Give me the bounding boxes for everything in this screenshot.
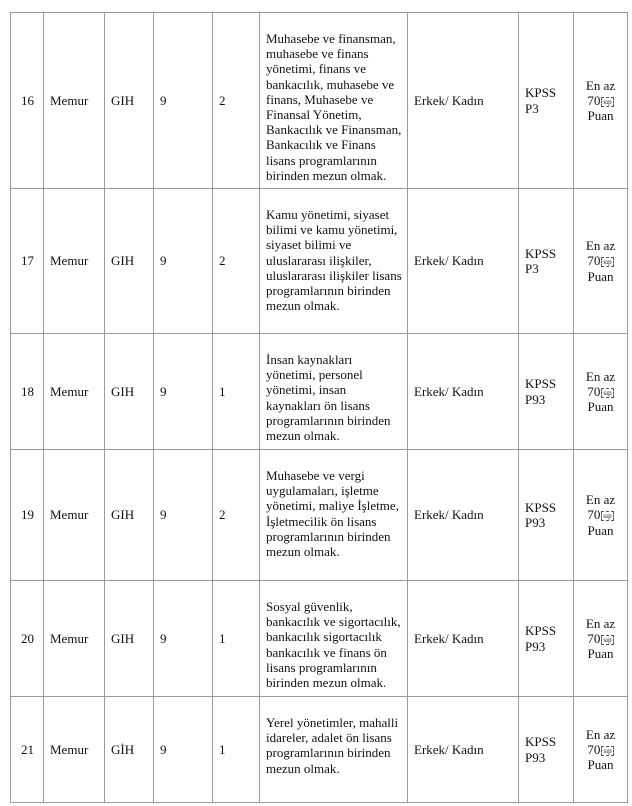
gender: Erkek/ Kadın — [408, 581, 519, 697]
position-title: Memur — [44, 581, 105, 697]
score-suffix: Puan — [587, 268, 614, 284]
grade: 9 — [154, 189, 213, 334]
score-prefix: En az — [585, 726, 616, 742]
positions-table — [10, 12, 628, 803]
score-value: 70 — [587, 630, 601, 646]
exam-type: KPSS P93 — [519, 697, 574, 803]
table-row — [11, 189, 628, 334]
education-requirement-text: Muhasebe ve finansman, muhasebe ve finans yönetimi, finans ve bankacılık, muhasebe ve finans, Muhasebe ve Finansal Yönetim, Bankacılık ve Finansman, Bankacılık ve Finans lisans programlarının birinden mezun olmak. — [266, 31, 402, 183]
score-value: 70 — [587, 92, 601, 108]
exam-type: KPSS P3 — [519, 189, 574, 334]
row-number: 16 — [11, 13, 44, 189]
minimum-score — [574, 13, 628, 189]
score-mark: sıp — [603, 635, 612, 644]
gender: Erkek/ Kadın — [408, 334, 519, 450]
education-requirement — [260, 334, 408, 450]
education-requirement-text: Yerel yönetimler, mahalli idareler, adalet ön lisans programlarının birinden mezun olmak. — [266, 715, 399, 776]
row-number: 19 — [11, 450, 44, 581]
education-requirement — [260, 581, 408, 697]
position-count: 1 — [213, 581, 260, 697]
service-class: GIH — [105, 189, 154, 334]
exam-type: KPSS P93 — [519, 334, 574, 450]
exam-type: KPSS P93 — [519, 450, 574, 581]
score-suffix: Puan — [587, 757, 614, 773]
gender: Erkek/ Kadın — [408, 697, 519, 803]
score-suffix: Puan — [587, 646, 614, 662]
grade: 9 — [154, 450, 213, 581]
service-class: GIH — [105, 13, 154, 189]
score-prefix: En az — [585, 615, 616, 631]
row-number: 17 — [11, 189, 44, 334]
score-value: 70 — [587, 383, 601, 399]
score-value: 70 — [587, 741, 601, 757]
table-row — [11, 13, 628, 189]
position-title: Memur — [44, 450, 105, 581]
education-requirement-text: Sosyal güvenlik, bankacılık ve sigortacılık, bankacılık sigortacılık bankacılık ve finans ön lisans programlarının birinden mezun olmak. — [266, 599, 401, 691]
exam-type: KPSS P3 — [519, 13, 574, 189]
row-number: 18 — [11, 334, 44, 450]
score-mark: sıp — [603, 512, 612, 521]
service-class: GİH — [105, 697, 154, 803]
score-mark: sıp — [603, 97, 612, 106]
gender: Erkek/ Kadın — [408, 189, 519, 334]
minimum-score — [574, 581, 628, 697]
row-number: 21 — [11, 697, 44, 803]
gender: Erkek/ Kadın — [408, 13, 519, 189]
grade: 9 — [154, 334, 213, 450]
table-row — [11, 334, 628, 450]
education-requirement-text: Muhasebe ve vergi uygulamaları, işletme yönetimi, maliye İşletme, İşletmecilik ön lisans programlarının birinden mezun olmak. — [266, 468, 399, 560]
score-mark: sıp — [603, 388, 612, 397]
score-suffix: Puan — [587, 399, 614, 415]
position-count: 2 — [213, 13, 260, 189]
position-title: Memur — [44, 697, 105, 803]
position-count: 2 — [213, 450, 260, 581]
education-requirement — [260, 189, 408, 334]
position-count: 1 — [213, 334, 260, 450]
education-requirement-text: Kamu yönetimi, siyaset bilimi ve kamu yönetimi, siyaset bilimi ve uluslararası ilişkiler, uluslararası ilişkiler lisans programlarının birinden mezun olmak. — [266, 207, 402, 314]
minimum-score — [574, 334, 628, 450]
position-count: 1 — [213, 697, 260, 803]
position-title: Memur — [44, 334, 105, 450]
education-requirement — [260, 13, 408, 189]
minimum-score — [574, 697, 628, 803]
position-count: 2 — [213, 189, 260, 334]
score-prefix: En az — [585, 77, 616, 93]
gender: Erkek/ Kadın — [408, 450, 519, 581]
score-suffix: Puan — [587, 522, 614, 538]
minimum-score — [574, 189, 628, 334]
score-mark: sıp — [603, 258, 612, 267]
score-prefix: En az — [585, 368, 616, 384]
score-value: 70 — [587, 507, 601, 523]
score-prefix: En az — [585, 238, 616, 254]
service-class: GIH — [105, 581, 154, 697]
grade: 9 — [154, 581, 213, 697]
position-title: Memur — [44, 13, 105, 189]
table-row — [11, 450, 628, 581]
grade: 9 — [154, 697, 213, 803]
education-requirement-text: İnsan kaynakları yönetimi, personel yönetimi, insan kaynakları ön lisans programlarının birinden mezun olmak. — [266, 352, 391, 444]
grade: 9 — [154, 13, 213, 189]
service-class: GIH — [105, 450, 154, 581]
education-requirement — [260, 697, 408, 803]
score-suffix: Puan — [587, 108, 614, 124]
minimum-score — [574, 450, 628, 581]
education-requirement — [260, 450, 408, 581]
score-mark: sıp — [603, 746, 612, 755]
table-row — [11, 697, 628, 803]
service-class: GIH — [105, 334, 154, 450]
position-title: Memur — [44, 189, 105, 334]
table-row — [11, 581, 628, 697]
exam-type: KPSS P93 — [519, 581, 574, 697]
row-number: 20 — [11, 581, 44, 697]
score-value: 70 — [587, 253, 601, 269]
score-prefix: En az — [585, 492, 616, 508]
